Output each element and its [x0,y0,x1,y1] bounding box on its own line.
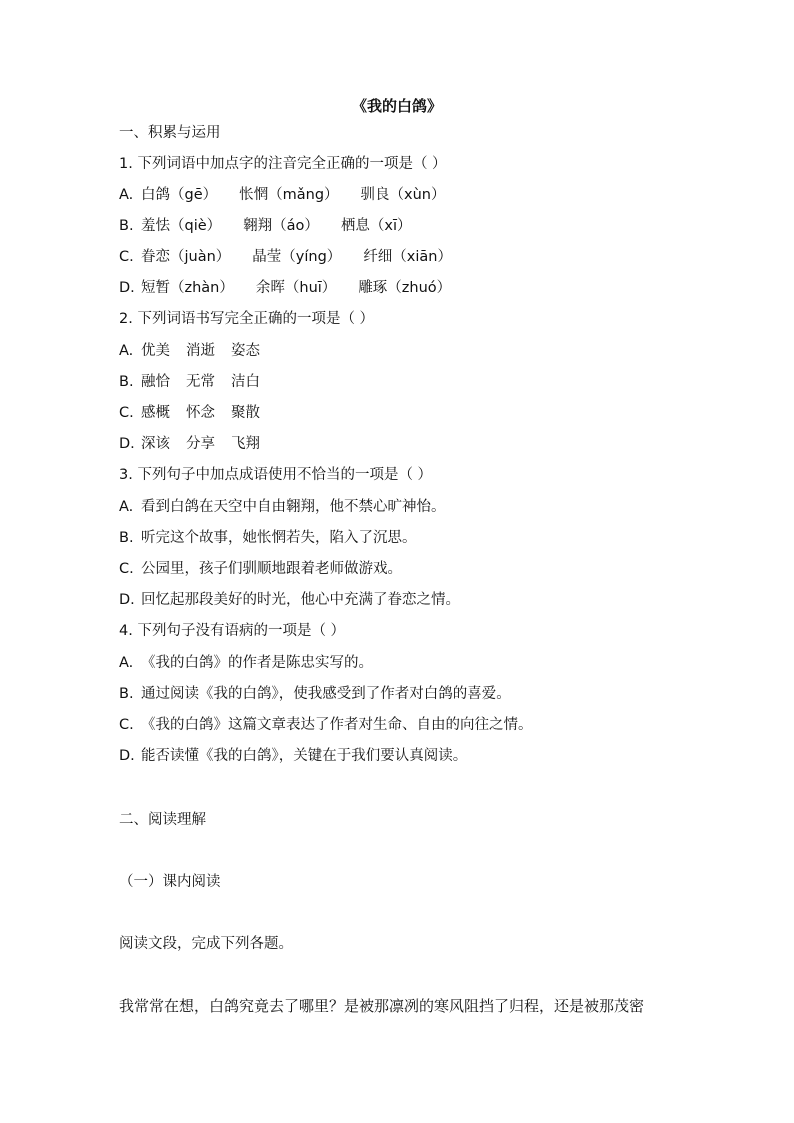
question-3-option-c [119,559,402,579]
option-letter: C. [119,561,134,577]
option-word: 感概 [141,405,170,421]
option-word: 融恰 [141,374,170,390]
option-word: 晶莹（yíng） [252,249,342,265]
option-text: 回忆起那段美好的时光，他心中充满了眷恋之情。 [141,592,460,608]
option-word: 怀念 [186,405,215,421]
question-1-option-a [119,185,446,205]
section-heading-2: 二、阅读理解 [119,812,206,828]
question-4-stem: 4. 下列句子没有语病的一项是（ ） [119,623,346,639]
option-text: 《我的白鸽》的作者是陈忠实写的。 [141,655,373,671]
option-text: 看到白鸽在天空中自由翱翔，他不禁心旷神怡。 [141,499,446,515]
option-word: 雕琢（zhuó） [358,280,452,296]
option-text: 通过阅读《我的白鸽》，使我感受到了作者对白鸽的喜爱。 [141,686,511,702]
option-word: 余晖（huī） [255,280,337,296]
option-letter: A. [119,655,134,671]
option-letter: D. [119,592,135,608]
question-2-option-b [119,372,260,392]
option-letter: C. [119,249,134,265]
option-word: 聚散 [231,405,260,421]
option-letter: B. [119,374,134,390]
option-letter: B. [119,530,134,546]
option-letter: B. [119,218,134,234]
question-2-option-c [119,403,260,423]
question-3-stem: 3. 下列句子中加点成语使用不恰当的一项是（ ） [119,467,433,483]
reading-instruction: 阅读文段，完成下列各题。 [119,936,293,952]
option-text: 听完这个故事，她怅惘若失，陷入了沉思。 [141,530,417,546]
section-heading-1: 一、积累与运用 [119,125,221,141]
option-text: 公园里，孩子们驯顺地跟着老师做游戏。 [141,561,402,577]
question-3-option-b [119,528,417,548]
question-1-stem: 1. 下列词语中加点字的注音完全正确的一项是（ ） [119,156,447,172]
option-word: 怅惘（mǎng） [239,187,339,203]
option-word: 翱翔（áo） [243,218,319,234]
option-word: 栖息（xī） [340,218,412,234]
question-2-option-a [119,341,260,361]
option-word: 消逝 [186,343,215,359]
option-word: 无常 [186,374,215,390]
option-letter: A. [119,499,134,515]
option-letter: D. [119,280,135,296]
reading-passage: 我常常在想，白鸽究竟去了哪里？是被那凛冽的寒风阻挡了归程，还是被那茂密 [119,997,645,1015]
question-2-option-d [119,434,260,454]
option-letter: C. [119,717,134,733]
option-word: 优美 [141,343,170,359]
option-letter: A. [119,187,134,203]
question-4-option-a [119,653,373,673]
option-word: 姿态 [231,343,260,359]
option-letter: C. [119,405,134,421]
option-word: 羞怯（qiè） [141,218,222,234]
option-letter: A. [119,343,134,359]
option-text: 能否读懂《我的白鸽》，关键在于我们要认真阅读。 [141,748,468,764]
question-1-option-b [119,216,412,236]
option-letter: D. [119,748,135,764]
question-1-option-d [119,278,451,298]
option-word: 眷恋（juàn） [141,249,231,265]
option-word: 驯良（xùn） [360,187,446,203]
question-4-option-b [119,684,511,704]
option-word: 洁白 [231,374,260,390]
option-letter: B. [119,686,134,702]
option-text: 《我的白鸽》这篇文章表达了作者对生命、自由的向往之情。 [141,717,533,733]
option-word: 飞翔 [231,436,260,452]
question-3-option-a [119,497,446,517]
question-1-option-c [119,247,452,267]
option-letter: D. [119,436,135,452]
question-3-option-d [119,590,460,610]
subsection-heading: （一）课内阅读 [119,874,221,890]
option-word: 纤细（xiān） [363,249,452,265]
document-title: 《我的白鸽》 [351,97,442,115]
question-4-option-d [119,746,467,766]
question-4-option-c [119,715,533,735]
question-2-stem: 2. 下列词语书写完全正确的一项是（ ） [119,311,375,327]
option-word: 短暂（zhàn） [141,280,234,296]
option-word: 分享 [186,436,215,452]
option-word: 白鸽（gē） [141,187,218,203]
option-word: 深该 [141,436,170,452]
